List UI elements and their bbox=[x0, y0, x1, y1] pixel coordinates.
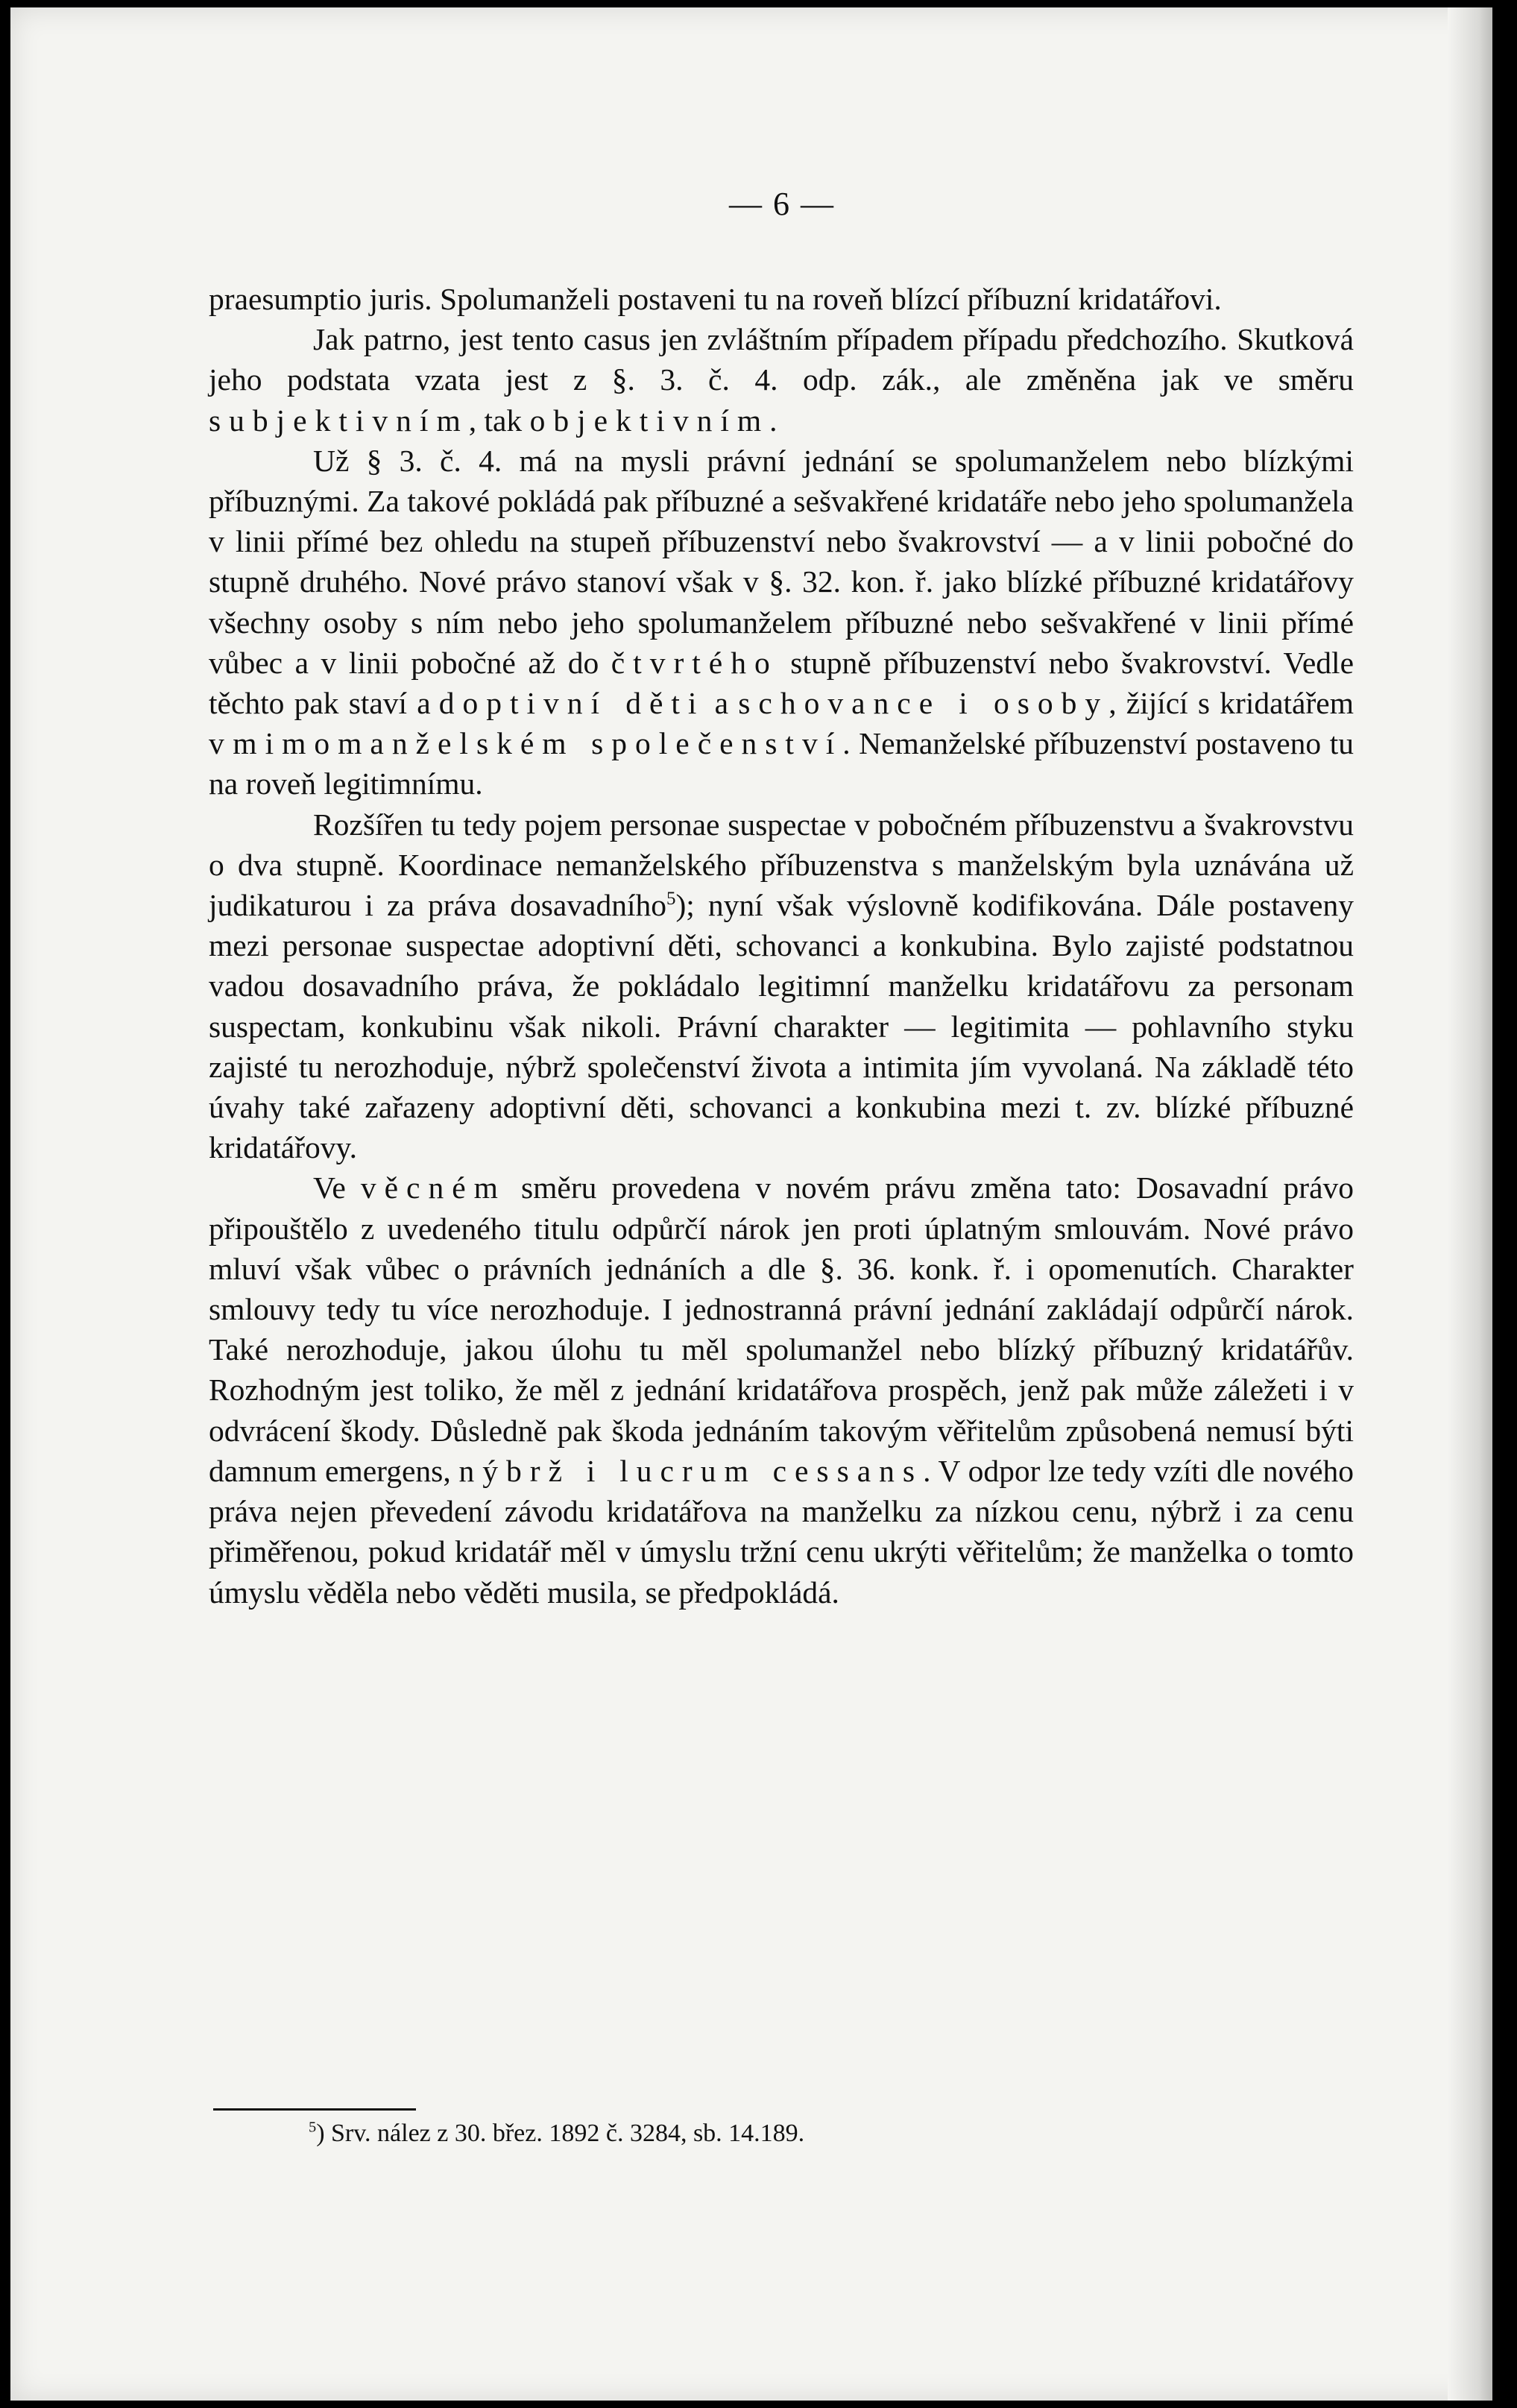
footnote-reference: 5 bbox=[666, 889, 676, 910]
text-segment: ); nyní však výslovně kodifikována. Dále postaveny mezi personae suspectae adoptivní děti, schovanci a konkubina. Bylo zajisté podstatnou vadou dosavadního práva, že pokládalo legitimní manželku kridatářovu za personam suspectam, konkubinu však nikoli. Právní charakter — legitimita — pohlavního styku zajisté tu nerozhoduje, nýbrž společenství života a intimita jím vyvolaná. Na základě této úvahy také zařazeny adoptivní děti, schovanci a konkubina mezi t. zv. blízké příbuzné kridatářovy. bbox=[209, 888, 1354, 1165]
emphasized-text: věcném bbox=[360, 1170, 506, 1205]
paragraph-3 bbox=[209, 441, 1354, 804]
scanned-page bbox=[10, 7, 1492, 2401]
text-segment: . V odpor lze tedy vzíti dle nového práva nejen převedení závodu kridatářova na manželku za nízkou cenu, nýbrž i za cenu přiměřenou, pokud kridatář měl v úmyslu tržní cenu ukrýti věřitelům; že manželka o tomto úmyslu věděla nebo věděti musila, se předpokládá. bbox=[209, 1453, 1354, 1610]
page-number: — 6 — bbox=[729, 186, 835, 222]
text-segment: Ve bbox=[313, 1170, 361, 1205]
text-segment: Jak patrno, jest tento casus jen zvláštním případem případu předchozího. Skutková jeho podstata vzata jest z §. 3. č. 4. odp. zák., ale změněna jak ve směru bbox=[209, 322, 1354, 397]
emphasized-text: subjektivním bbox=[209, 403, 469, 438]
paragraph-2 bbox=[209, 319, 1354, 441]
body-text bbox=[209, 279, 1354, 1613]
paragraph-1 bbox=[209, 279, 1354, 319]
emphasized-text: adoptivní děti bbox=[417, 686, 705, 721]
text-segment: . bbox=[769, 403, 778, 438]
text-segment: a bbox=[704, 686, 739, 721]
footnote bbox=[309, 2119, 1203, 2149]
paragraph-5 bbox=[209, 1167, 1354, 1612]
text-segment: , žijící s kridatářem v bbox=[209, 686, 1354, 761]
footnote-divider bbox=[213, 2108, 416, 2111]
emphasized-text: schovance i osoby bbox=[738, 686, 1109, 721]
emphasized-text: čtvrtého bbox=[611, 645, 778, 680]
text-segment: . Nemanželské příbuzenství postaveno tu na roveň legitimnímu. bbox=[209, 726, 1354, 801]
text-segment: Už § 3. č. 4. má na mysli právní jednání se spolumanželem nebo blízkými příbuznými. Za takové pokládá pak příbuzné a sešvakřené kridatáře nebo jeho spolumanžela v linii přímé bez ohledu na stupeň příbuzenství nebo švakrovství — a v linii pobočné do stupně druhého. Nové právo stanoví však v §. 32. kon. ř. jako blízké příbuzné kridatářovy všechny osoby s ním nebo jeho spolumanželem příbuzné nebo sešvakřené v linii přímé vůbec a v linii pobočné až do bbox=[209, 443, 1354, 680]
footnote-marker: 5 bbox=[309, 2119, 317, 2136]
text-segment: , tak bbox=[468, 403, 530, 438]
emphasized-text: nýbrž i lucrum cessans bbox=[458, 1453, 924, 1488]
paragraph-4 bbox=[209, 804, 1354, 1168]
page-edge-shadow bbox=[1448, 7, 1492, 2401]
footnote-text: ) Srv. nález z 30. břez. 1892 č. 3284, sb. 14.189. bbox=[316, 2119, 805, 2147]
text-segment: stupně příbuzenství nebo švakrovství. Vedle těchto pak staví bbox=[209, 645, 1354, 721]
emphasized-text: objektivním bbox=[529, 403, 770, 438]
text-segment: směru provedena v novém právu změna tato: Dosavadní právo připouštělo z uvedeného titulu odpůrčí nárok jen proti úplatným smlouvám. Nové právo mluví však vůbec o právních jednáních a dle §. 36. konk. ř. i opomenutích. Charakter smlouvy tedy tu více nerozhoduje. I jednostranná právní jednání zakládají odpůrčí nárok. Také nerozhoduje, jakou úlohu tu měl spolumanžel nebo blízký příbuzný kridatářův. Rozhodným jest toliko, že měl z jednání kridatářova prospěch, jenž pak může záležeti i v odvrácení škody. Důsledně pak škoda jednáním takovým věřitelům způsobená nemusí býti damnum emergens, bbox=[209, 1170, 1354, 1488]
emphasized-text: mimomanželském společenství bbox=[233, 726, 843, 761]
text-segment: praesumptio juris. Spolumanželi postaveni tu na roveň blízcí příbuzní kridatářovi. bbox=[209, 282, 1222, 316]
text-segment: Rozšířen tu tedy pojem personae suspectae v pobočném příbuzenstvu a švakrovstvu o dva stupně. Koordinace nemanželského příbuzenstva s manželským byla uznávána už judikaturou i za práva dosavadního bbox=[209, 807, 1354, 923]
